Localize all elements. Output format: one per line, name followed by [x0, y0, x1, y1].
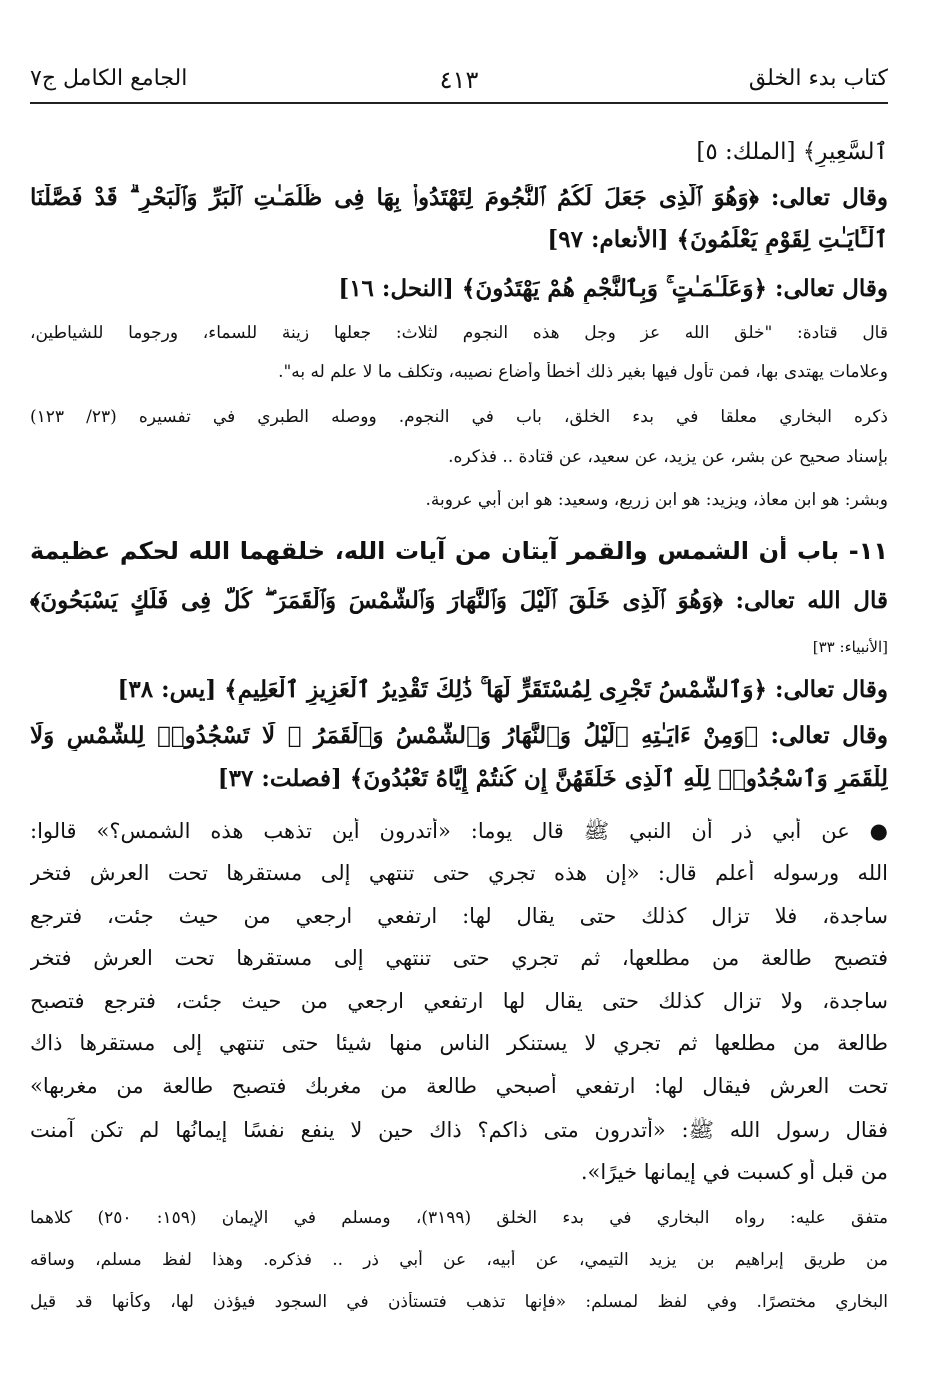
commentary-line: وبشر: هو ابن معاذ، ويزيد: هو ابن زريع، وسعيد: هو ابن أبي عروبة.: [425, 490, 888, 510]
takhrij-line: البخاري مختصرًا. وفي لفظ لمسلم: «فإنها تذهب فتستأذن في السجود فيؤذن لها، وكأنها قد قيل: [30, 1292, 888, 1312]
verse-ending-line: ٱلسَّعِيرِ﴾ [الملك: ٥]: [696, 139, 888, 165]
chapter-heading: ١١- باب أن الشمس والقمر آيتان من آيات الله، خلقهما الله لحكم عظيمة: [30, 537, 888, 565]
quran-verse-line: ٱلْـَٔايَـٰتِ لِقَوْمٍ يَعْلَمُونَ﴾ [الأنعام: ٩٧]: [547, 226, 888, 253]
commentary-line: بإسناد صحيح عن بشر، عن يزيد، عن سعيد، عن قتادة .. فذكره.: [448, 447, 888, 467]
quran-verse-line: وقال تعالى: ﴿وَمِنْ ءَايَـٰتِهِ ٱلَّيْلُ وَٱلنَّهَارُ وَٱلشَّمْسُ وَٱلْقَمَرُ ۚ لَا تَسْجُدُوا۟ لِلشَّمْسِ وَلَا: [30, 722, 888, 749]
hadith-line: الله ورسوله أعلم قال: «إن هذه تجري حتى تنتهي إلى مستقرها تحت العرش فتخر: [30, 861, 888, 885]
quran-verse-line: قال الله تعالى: ﴿وَهُوَ ٱلَّذِى خَلَقَ ٱلَّيْلَ وَٱلنَّهَارَ وَٱلشَّمْسَ وَٱلْقَمَرَ ۖ كُلٌّ فِى فَلَكٍ يَسْبَحُونَ﴾: [30, 587, 888, 614]
hadith-line: ساجدة، فلا تزال كذلك حتى يقال لها: ارتفعي ارجعي من حيث جئت، فترجع: [30, 904, 888, 928]
quran-verse-line: وقال تعالى: ﴿وَهُوَ ٱلَّذِى جَعَلَ لَكُمُ ٱلنُّجُومَ لِتَهْتَدُوا۟ بِهَا فِى ظُلُمَـٰتِ ٱلْبَرِّ وَٱلْبَحْرِ ۗ قَدْ فَصَّلْنَا: [30, 184, 888, 211]
verse-reference: [الأنبياء: ٣٣]: [812, 638, 888, 656]
takhrij-line: متفق عليه: رواه البخاري في بدء الخلق (٣١٩٩)، ومسلم في الإيمان (١٥٩: ٢٥٠) كلاهما: [30, 1208, 888, 1228]
commentary-line: ذكره البخاري معلقا في بدء الخلق، باب في النجوم. ووصله الطبري في تفسيره (٢٣/ ١٢٣): [30, 407, 888, 427]
chapter-title: كتاب بدء الخلق: [748, 66, 888, 91]
hadith-line: طالعة من مطلعها ثم تجري لا يستنكر الناس منها شيئا حتى تنتهي إلى مستقرها ذاك: [30, 1031, 888, 1055]
hadith-line: ● عن أبي ذر أن النبي ﷺ قال يوما: «أتدرون أين تذهب هذه الشمس؟» قالوا:: [30, 819, 888, 843]
hadith-line: فقال رسول الله ﷺ: «أتدرون متى ذاكم؟ ذاك حين لا ينفع نفسًا إيمانُها لم تكن آمنت: [30, 1118, 888, 1142]
quran-verse-line: وقال تعالى: ﴿وَٱلشَّمْسُ تَجْرِى لِمُسْتَقَرٍّ لَّهَا ۚ ذَٰلِكَ تَقْدِيرُ ٱلْعَزِيزِ ٱلْعَلِيمِ﴾ [يس: ٣٨]: [117, 676, 888, 703]
hadith-line: فتصبح طالعة من مطلعها، ثم تجري حتى تنتهي إلى مستقرها تحت العرش فتخر: [30, 946, 888, 970]
hadith-line: من قبل أو كسبت في إيمانها خيرًا».: [580, 1160, 888, 1184]
commentary-line: قال قتادة: "خلق الله عز وجل هذه النجوم لثلاث: جعلها زينة للسماء، ورجوما للشياطين،: [30, 323, 888, 343]
hadith-line: تحت العرش فيقال لها: ارتفعي أصبحي طالعة من مغربك فتصبح طالعة من مغربها»: [30, 1074, 888, 1098]
quran-verse-line: وقال تعالى: ﴿وَعَلَـٰمَـٰتٍ ۚ وَبِٱلنَّجْمِ هُمْ يَهْتَدُونَ﴾ [النحل: ١٦]: [338, 275, 888, 302]
book-title: الجامع الكامل ج٧: [30, 66, 188, 91]
hadith-line: ساجدة، ولا تزال كذلك حتى يقال لها ارتفعي ارجعي من حيث جئت، فترجع فتصبح: [30, 989, 888, 1013]
commentary-line: وعلامات يهتدى بها، فمن تأول فيها بغير ذلك أخطأ وأضاع نصيبه، وتكلف ما لا علم له به".: [278, 362, 888, 382]
page-header: [30, 62, 888, 104]
takhrij-line: من طريق إبراهيم بن يزيد التيمي، عن أبيه، عن أبي ذر .. فذكره. وهذا لفظ مسلم، وساقه: [30, 1250, 888, 1270]
quran-verse-line: لِلْقَمَرِ وَٱسْجُدُوا۟ لِلَّهِ ٱلَّذِى خَلَقَهُنَّ إِن كُنتُمْ إِيَّاهُ تَعْبُدُونَ﴾ [فصلت: ٣٧]: [217, 765, 888, 792]
page-number: ٤١٣: [439, 66, 479, 94]
